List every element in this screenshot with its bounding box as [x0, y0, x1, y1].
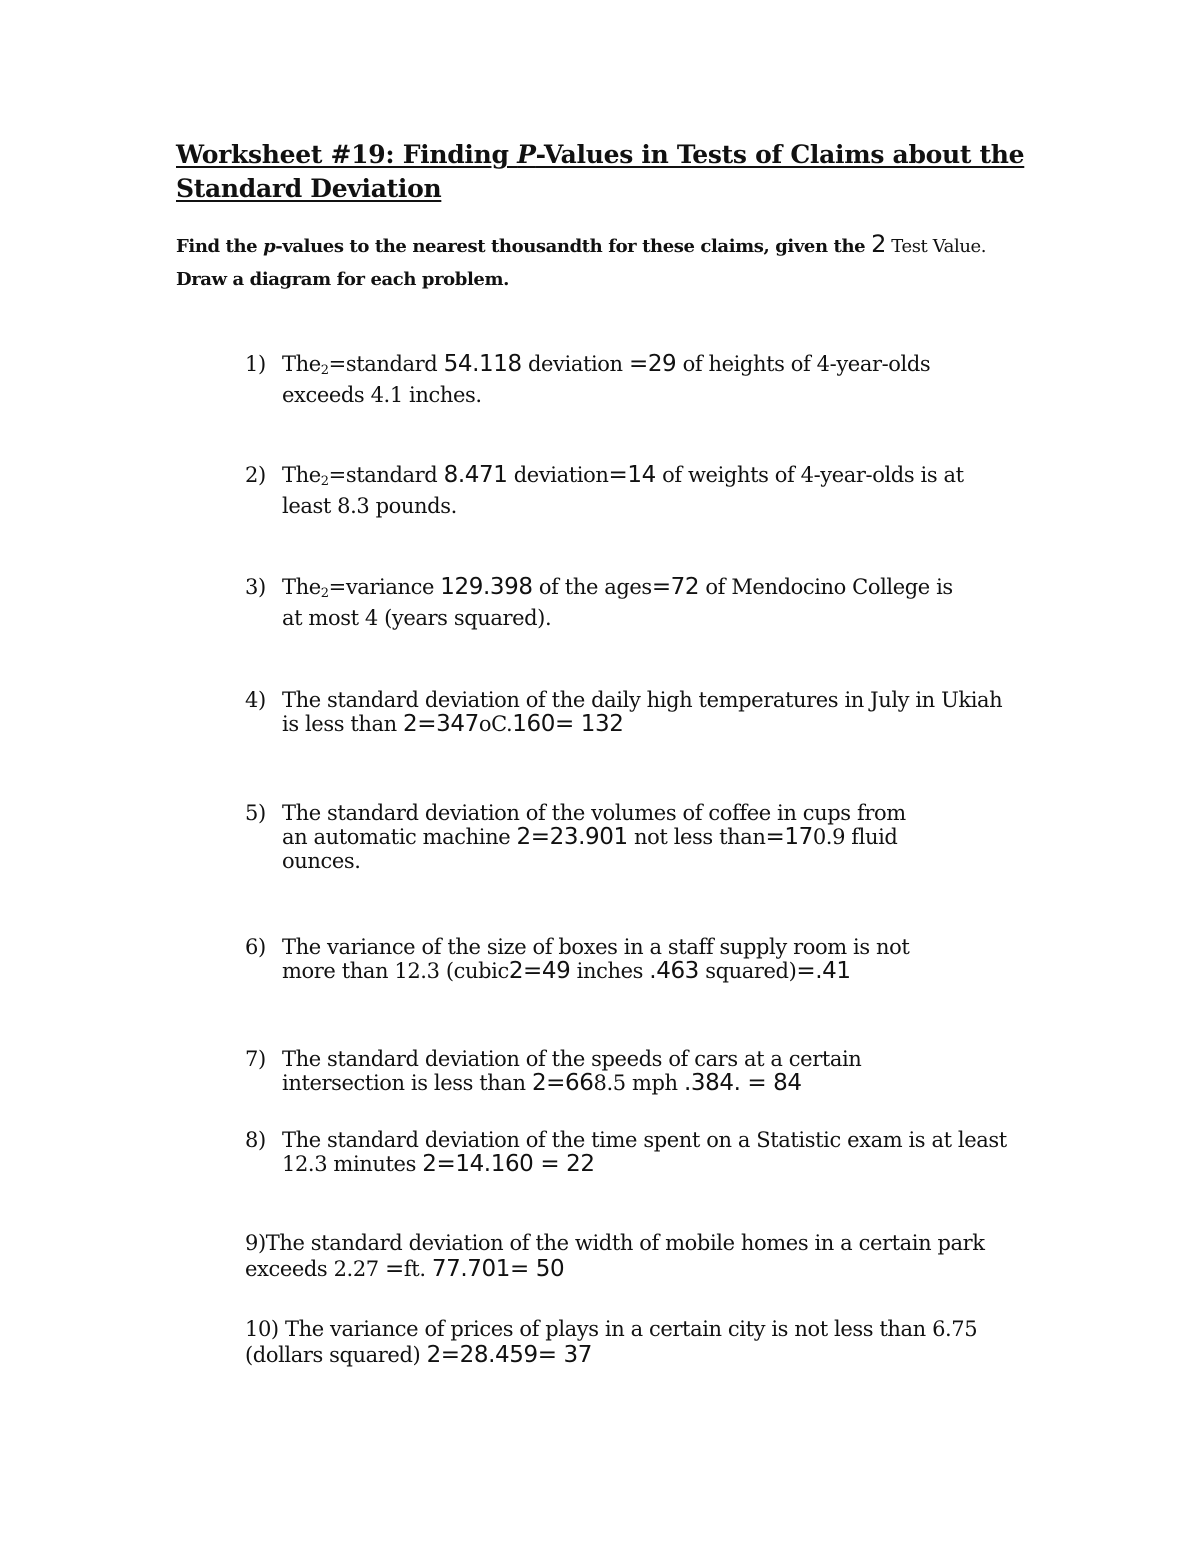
instr-chi-symbol: 2 [871, 230, 886, 258]
test-value: 2=14.160 = 22 [422, 1151, 595, 1177]
problem-body [282, 801, 906, 873]
problem-number: 7) [245, 1047, 266, 1071]
problem-text: (dollars squared) [245, 1343, 427, 1367]
problem-text: of weights of 4-year-olds is at [655, 463, 964, 487]
problem-body [282, 463, 964, 518]
problem-line [282, 1152, 1007, 1176]
problem-body [282, 352, 930, 407]
problem-number: 1) [245, 352, 266, 376]
sample-size: =14 [608, 462, 656, 488]
problem-text: squared) [698, 959, 797, 983]
instr-text: Test Value. [885, 236, 987, 257]
problem-number: 5) [245, 801, 266, 825]
problem-number: 2) [245, 463, 266, 487]
subscript: 2 [320, 363, 329, 378]
problem-text: is less than [282, 712, 404, 736]
instructions [176, 228, 1076, 296]
test-value: 54.118 [443, 351, 522, 377]
problem-text: The standard deviation of the width of mobile homes in a certain park [265, 1231, 985, 1255]
title-line2: Standard Deviation [176, 174, 442, 203]
problem-text: not less than [627, 825, 766, 849]
problem-text: 8.5 mph [593, 1071, 684, 1095]
problem-text: more than 12.3 (cubic [282, 959, 509, 983]
problem-line [282, 352, 930, 383]
problem-line [282, 463, 964, 494]
problem-body [282, 935, 909, 983]
problem-number: 10) [245, 1317, 279, 1341]
test-value: 8.471 [443, 462, 508, 488]
title-italic-p: P [517, 140, 536, 169]
problem-10 [245, 1316, 977, 1368]
test-value: 77.701= 50 [431, 1256, 565, 1282]
problem-body [282, 1047, 861, 1095]
problem-line [245, 1316, 977, 1342]
test-value: 2=66 [531, 1070, 594, 1096]
problem-number: 8) [245, 1128, 266, 1152]
problem-text: deviation [507, 463, 609, 487]
problem-text: =standard [328, 352, 444, 376]
problem-line [282, 1071, 861, 1095]
problem-line [282, 959, 909, 983]
test-value: 129.398 [440, 574, 533, 600]
problem-number: 6) [245, 935, 266, 959]
test-value: 2=49 [508, 958, 571, 984]
instructions-line2: Draw a diagram for each problem. [176, 269, 509, 290]
problem-9 [245, 1230, 985, 1282]
problem-text: The [282, 463, 321, 487]
problem-text: of heights of 4-year-olds [676, 352, 931, 376]
problem-line: The standard deviation of the daily high temperatures in July in Ukiah [282, 688, 1003, 712]
problem-line [245, 1342, 977, 1368]
problem-line [245, 1256, 985, 1282]
problem-text: ft. [403, 1257, 432, 1281]
problem-line: ounces. [282, 849, 361, 873]
problem-line: The standard deviation of the volumes of coffee in cups from [282, 801, 906, 825]
problem-line [245, 1230, 985, 1256]
problem-line [282, 712, 1002, 736]
problem-text: 0.9 fluid [812, 825, 898, 849]
problem-text: The [282, 575, 321, 599]
problem-text: exceeds 2.27 [245, 1257, 386, 1281]
sample-size: .384. = 84 [683, 1070, 802, 1096]
problem-text: The [282, 352, 321, 376]
problem-number: 4) [245, 688, 266, 712]
sample-size: =17 [765, 824, 813, 850]
problem-line: exceeds 4.1 inches. [282, 383, 482, 407]
problem-text: =variance [328, 575, 441, 599]
instr-italic-p: p [263, 236, 276, 257]
title-part1: Worksheet #19: Finding [176, 140, 518, 169]
problem-line [282, 575, 953, 606]
title-part2: -Values in Tests of Claims about the [535, 140, 1025, 169]
problem-line: least 8.3 pounds. [282, 494, 457, 518]
problem-number: 3) [245, 575, 266, 599]
problem-line: The standard deviation of the time spent on a Statistic exam is at least [282, 1128, 1007, 1152]
test-value: 2=347 [403, 711, 479, 737]
sample-size: =.41 [796, 958, 851, 984]
subscript: 2 [320, 474, 329, 489]
problem-text: of Mendocino College is [699, 575, 953, 599]
test-value: 2=28.459= 37 [426, 1342, 593, 1368]
problem-body [282, 688, 1002, 736]
sample-size: =29 [628, 351, 677, 377]
problem-text: 12.3 minutes [282, 1152, 423, 1176]
problem-line: at most 4 (years squared). [282, 606, 552, 630]
instr-text: Find the [176, 236, 264, 257]
test-value: .463 [649, 958, 699, 984]
problem-text: an automatic machine [282, 825, 517, 849]
problem-line: The standard deviation of the speeds of cars at a certain [282, 1047, 862, 1071]
problem-text: oC. [478, 712, 513, 736]
page-title [176, 138, 1056, 206]
problem-text: The variance of prices of plays in a certain city is not less than 6.75 [278, 1317, 978, 1341]
problem-text: inches [570, 959, 650, 983]
instructions-line1 [176, 228, 1076, 263]
instr-text: -values to the nearest thousandth for these claims, given the [275, 236, 872, 257]
sample-size: =72 [651, 574, 700, 600]
test-value: 2=23.901 [516, 824, 628, 850]
problem-body [282, 1128, 1007, 1176]
problem-text: deviation [521, 352, 629, 376]
problem-line [282, 825, 906, 849]
problem-number: 9) [245, 1231, 266, 1255]
problem-line: The variance of the size of boxes in a staff supply room is not [282, 935, 910, 959]
problem-text: = [385, 1256, 404, 1282]
sample-size: 160= 132 [512, 711, 624, 737]
problem-text: intersection is less than [282, 1071, 532, 1095]
subscript: 2 [320, 586, 329, 601]
problem-text: of the ages [532, 575, 652, 599]
problem-text: =standard [328, 463, 444, 487]
problem-body [282, 575, 953, 630]
